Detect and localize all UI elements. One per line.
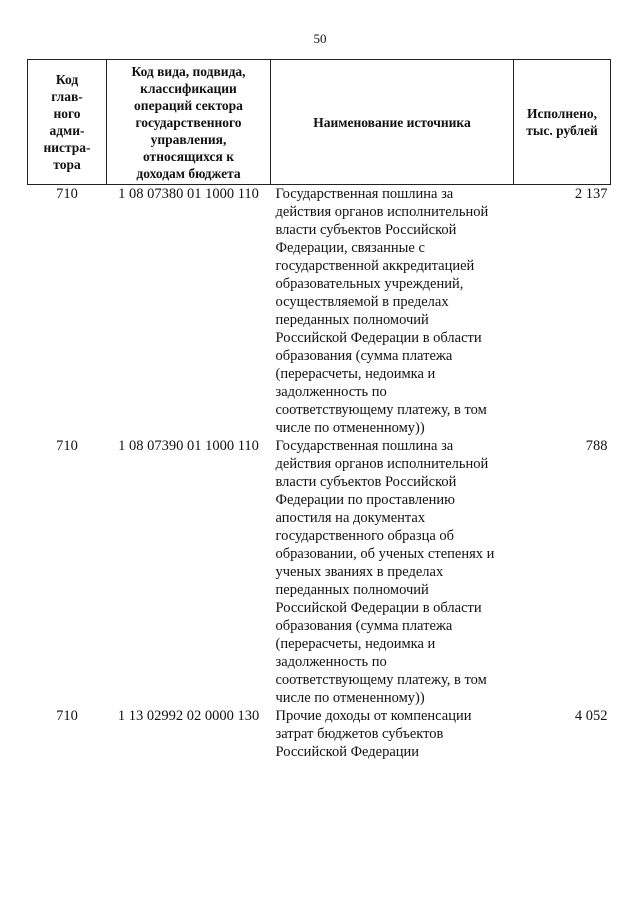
header-line: управления,: [150, 131, 227, 147]
table-row: [28, 707, 611, 761]
source-name-line: власти субъектов Российской: [275, 222, 457, 238]
table-body: [28, 185, 611, 762]
header-admin-code: [28, 60, 107, 185]
source-name-cell: [271, 437, 514, 707]
classification-code-cell: 1 08 07380 01 1000 110: [118, 186, 259, 202]
header-line: ного: [53, 106, 81, 121]
source-name-line: Российской Федерации в области: [275, 600, 482, 616]
source-name-line: образовательных учреждений,: [275, 276, 464, 292]
header-line: Наименование источника: [313, 114, 471, 130]
header-line: Исполнено,: [526, 106, 598, 121]
source-name-line: задолженность по: [275, 654, 387, 670]
header-line: тыс. рублей: [526, 123, 598, 138]
source-name-line: соответствующему платежу, в том: [275, 672, 487, 688]
table-row: [28, 437, 611, 707]
header-line: относящихся к: [142, 148, 234, 164]
header-line: тора: [53, 157, 81, 172]
source-name-line: Государственная пошлина за: [275, 186, 454, 202]
source-name-line: Федерации по проставлению: [275, 492, 455, 508]
source-name-line: Российской Федерации: [275, 744, 420, 760]
header-source-name: [271, 60, 514, 185]
header-line: адми-: [49, 123, 85, 138]
source-name-line: (перерасчеты, недоимка и: [275, 636, 436, 652]
source-name-line: числе по отмененному)): [275, 420, 425, 436]
source-name-line: Российской Федерации в области: [275, 330, 482, 346]
header-line: нистра-: [43, 140, 91, 155]
table-row: [28, 185, 611, 438]
source-name-line: государственного образца об: [275, 528, 455, 544]
source-name-line: власти субъектов Российской: [275, 474, 457, 490]
source-name-line: соответствующему платежу, в том: [275, 402, 487, 418]
header-line: государственного: [135, 114, 242, 130]
source-name-line: Государственная пошлина за: [275, 438, 454, 454]
page-number: 50: [313, 31, 327, 46]
header-line: классификации: [140, 80, 237, 96]
classification-code-cell: 1 08 07390 01 1000 110: [118, 438, 259, 454]
header-line: доходам бюджета: [136, 165, 241, 181]
source-name-line: государственной аккредитацией: [275, 258, 475, 274]
source-name-line: осуществляемой в пределах: [275, 294, 449, 310]
source-name-line: затрат бюджетов субъектов: [275, 726, 444, 742]
admin-code-cell: 710: [56, 186, 78, 202]
header-line: Код: [55, 72, 79, 87]
source-name-line: действия органов исполнительной: [275, 204, 489, 220]
source-name-line: Прочие доходы от компенсации: [275, 708, 472, 724]
budget-revenue-table: [27, 59, 611, 761]
source-name-line: (перерасчеты, недоимка и: [275, 366, 436, 382]
header-classification-code: [107, 60, 271, 185]
source-name-line: образования (сумма платежа: [275, 348, 453, 364]
source-name-cell: [271, 185, 514, 438]
admin-code-cell: 710: [56, 708, 78, 724]
source-name-line: Федерации, связанные с: [275, 240, 425, 256]
source-name-line: числе по отмененному)): [275, 690, 425, 706]
table-header-row: [28, 60, 611, 185]
source-name-line: ученых званиях в пределах: [275, 564, 444, 580]
source-name-line: образовании, об ученых степенях и: [275, 546, 495, 562]
amount-cell: 788: [585, 438, 608, 454]
source-name-line: образования (сумма платежа: [275, 618, 453, 634]
amount-cell: 4 052: [574, 708, 608, 724]
source-name-line: задолженность по: [275, 384, 387, 400]
header-line: Код вида, подвида,: [131, 63, 246, 79]
amount-cell: 2 137: [574, 186, 608, 202]
source-name-line: переданных полномочий: [275, 312, 429, 328]
admin-code-cell: 710: [56, 438, 78, 454]
header-line: глав-: [51, 89, 83, 104]
source-name-cell: [271, 707, 514, 761]
classification-code-cell: 1 13 02992 02 0000 130: [117, 708, 260, 724]
header-line: операций сектора: [134, 97, 243, 113]
source-name-line: переданных полномочий: [275, 582, 429, 598]
source-name-line: апостиля на документах: [275, 510, 426, 526]
header-amount-executed: [514, 60, 611, 185]
source-name-line: действия органов исполнительной: [275, 456, 489, 472]
